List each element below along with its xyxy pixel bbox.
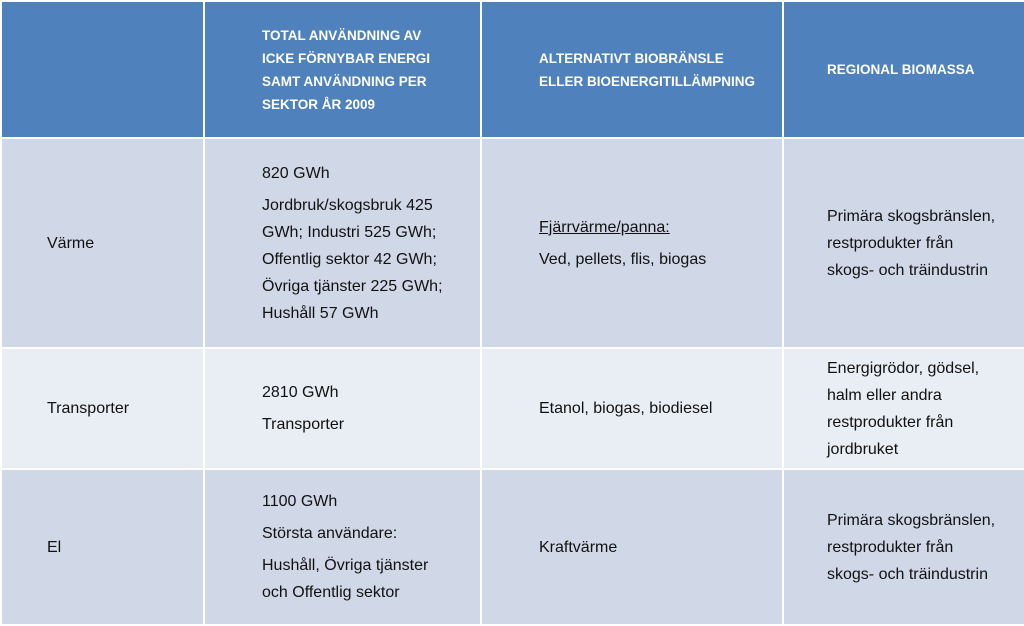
alternative-detail: Etanol, biogas, biodiesel	[539, 400, 713, 417]
biomass-line: jordbruket	[827, 440, 899, 458]
sector-cell: Värme	[1, 138, 204, 348]
usage-line: Övriga tjänster 225 GWh;	[262, 277, 443, 295]
header-line: TOTAL ANVÄNDNING AV	[262, 27, 422, 43]
usage-total: 1100 GWh	[262, 493, 338, 510]
sector-cell: El	[1, 469, 204, 625]
header-line: SEKTOR ÅR 2009	[262, 96, 376, 112]
biomass-cell	[783, 469, 1024, 625]
alternative-detail: Ved, pellets, flis, biogas	[539, 250, 707, 268]
alternative-cell	[481, 138, 783, 348]
biomass-cell	[783, 138, 1024, 348]
usage-line: Offentlig sektor 42 GWh;	[262, 250, 437, 268]
biomass-line: restprodukter från	[827, 538, 954, 556]
header-cell-total-usage	[204, 1, 481, 138]
usage-line: GWh; Industri 525 GWh;	[262, 223, 437, 241]
header-line: REGIONAL BIOMASSA	[827, 62, 975, 77]
biomass-line: Primära skogsbränslen,	[827, 207, 996, 225]
table-row-el	[1, 469, 1024, 625]
usage-line: och Offentlig sektor	[262, 584, 400, 601]
biomass-line: skogs- och träindustrin	[827, 565, 988, 583]
usage-detail	[262, 552, 470, 606]
alternative-cell	[481, 469, 783, 625]
header-line: ICKE FÖRNYBAR ENERGI	[262, 50, 431, 66]
header-cell-sector	[1, 1, 204, 138]
alternative-cell	[481, 348, 783, 469]
usage-detail	[262, 192, 470, 327]
biomass-line: skogs- och träindustrin	[827, 261, 988, 279]
table-row-transporter	[1, 348, 1024, 469]
biomass-cell	[783, 348, 1024, 469]
header-cell-regional-biomass	[783, 1, 1024, 138]
usage-cell	[204, 348, 481, 469]
usage-cell	[204, 138, 481, 348]
usage-line: Jordbruk/skogsbruk 425	[262, 196, 433, 214]
usage-line: Hushåll 57 GWh	[262, 304, 379, 322]
usage-detail	[262, 411, 470, 438]
usage-line: Hushåll, Övriga tjänster	[262, 557, 429, 574]
usage-cell	[204, 469, 481, 625]
table-row-varme	[1, 138, 1024, 348]
usage-total: 820 GWh	[262, 164, 330, 182]
sector-cell: Transporter	[1, 348, 204, 469]
biomass-line: restprodukter från	[827, 413, 954, 431]
usage-label: Största användare:	[262, 525, 398, 542]
usage-total: 2810 GWh	[262, 384, 339, 401]
usage-line: Transporter	[262, 416, 345, 433]
header-line: SAMT ANVÄNDNING PER	[262, 73, 427, 89]
alternative-heading: Fjärrvärme/panna:	[539, 218, 670, 236]
header-cell-alternative-biofuel	[481, 1, 783, 138]
biomass-line: restprodukter från	[827, 234, 954, 252]
biomass-line: Energigrödor, gödsel,	[827, 359, 980, 377]
alternative-detail: Kraftvärme	[539, 538, 618, 556]
header-row	[1, 1, 1024, 138]
header-line: ELLER BIOENERGITILLÄMPNING	[539, 73, 755, 89]
header-line: ALTERNATIVT BIOBRÄNSLE	[539, 50, 724, 66]
biomass-line: halm eller andra	[827, 386, 942, 404]
biomass-line: Primära skogsbränslen,	[827, 511, 996, 529]
